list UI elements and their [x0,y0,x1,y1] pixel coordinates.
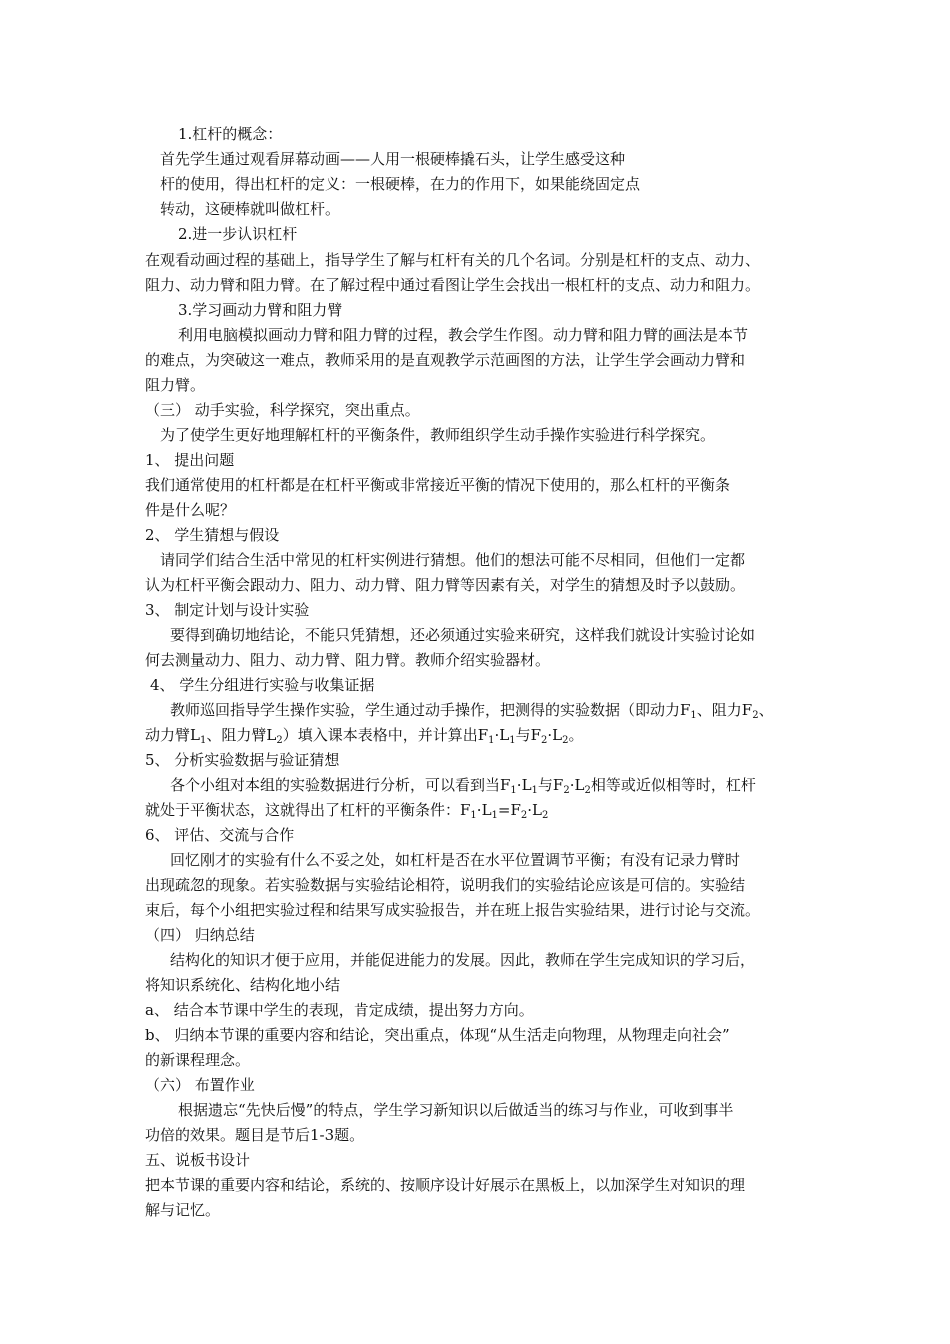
paragraph-line: 阻力、动力臂和阻力臂。在了解过程中通过看图让学生会找出一根杠杆的支点、动力和阻力。 [145,276,761,294]
paragraph-line: 根据遗忘“先快后慢”的特点，学生学习新知识以后做适当的练习与作业，可收到事半 [178,1101,734,1119]
paragraph-line: 结构化的知识才便于应用，并能促进能力的发展。因此，教师在学生完成知识的学习后， [170,951,756,969]
paragraph-line: 各个小组对本组的实验数据进行分析，可以看到当$F_1\cdot L_1$与$F_2\cdot L_2$相等或近似相等时，杠杆 [170,776,756,796]
paragraph-line: 何去测量动力、阻力、动力臂、阻力臂。教师介绍实验器材。 [145,651,551,669]
heading-lever-concept: 1.杠杆的概念： [178,125,283,143]
paragraph-line: 首先学生通过观看屏幕动画——人用一根硬棒撬石头，让学生感受这种 [160,150,626,168]
paragraph-line: 动力臂$L_1$、阻力臂$L_2$）填入课本表格中，并计算出$F_1\cdot L_1$与$F_2\cdot L_2$。 [145,726,584,746]
section-heading-3: （三） 动手实验，科学探究，突出重点。 [145,401,420,419]
section-heading-6: （六） 布置作业 [145,1076,255,1094]
section-heading-5: 五、说板书设计 [145,1151,251,1169]
paragraph-line: 件是什么呢？ [145,501,236,519]
step-heading-3: 3、 制定计划与设计实验 [145,601,310,619]
step-heading-4: 4、 学生分组进行实验与收集证据 [150,676,375,694]
list-item-b: b、 归纳本节课的重要内容和结论，突出重点，体现“从生活走向物理，从物理走向社会” [145,1026,730,1044]
paragraph-line: 请同学们结合生活中常见的杠杆实例进行猜想。他们的想法可能不尽相同，但他们一定都 [160,551,746,569]
paragraph-line: 解与记忆。 [145,1201,221,1219]
step-heading-2: 2、 学生猜想与假设 [145,526,280,544]
heading-draw-arms: 3.学习画动力臂和阻力臂 [178,301,343,319]
paragraph-line: 的难点，为突破这一难点，教师采用的是直观教学示范画图的方法，让学生学会画动力臂和 [145,351,746,369]
paragraph-line: 将知识系统化、结构化地小结 [145,976,341,994]
paragraph-line: 要得到确切地结论，不能只凭猜想，还必须通过实验来研究，这样我们就设计实验讨论如 [170,626,756,644]
paragraph-line: 把本节课的重要内容和结论，系统的、按顺序设计好展示在黑板上，以加深学生对知识的理 [145,1176,746,1194]
paragraph-line: 阻力臂。 [145,376,206,394]
paragraph-line: 就处于平衡状态，这就得出了杠杆的平衡条件：$F_1\cdot L_1=F_2\cdot L_2$ [145,801,549,821]
paragraph-line: 利用电脑模拟画动力臂和阻力臂的过程，教会学生作图。动力臂和阻力臂的画法是本节 [178,326,749,344]
paragraph-line: 转动，这硬棒就叫做杠杆。 [160,200,341,218]
step-heading-6: 6、 评估、交流与合作 [145,826,295,844]
section-heading-4: （四） 归纳总结 [145,926,255,944]
step-heading-1: 1、 提出问题 [145,451,235,469]
paragraph-line: 束后，每个小组把实验过程和结果写成实验报告，并在班上报告实验结果，进行讨论与交流。 [145,901,761,919]
paragraph-line: 功倍的效果。题目是节后1-3题。 [145,1126,365,1144]
paragraph-line: 认为杠杆平衡会跟动力、阻力、动力臂、阻力臂等因素有关，对学生的猜想及时予以鼓励。 [145,576,746,594]
paragraph-line: 回忆刚才的实验有什么不妥之处，如杠杆是否在水平位置调节平衡；有没有记录力臂时 [170,851,741,869]
heading-further-knowledge: 2.进一步认识杠杆 [178,225,298,243]
paragraph-line: 在观看动画过程的基础上，指导学生了解与杠杆有关的几个名词。分别是杠杆的支点、动力、 [145,251,761,269]
paragraph-line: 杆的使用，得出杠杆的定义：一根硬棒，在力的作用下，如果能绕固定点 [160,175,641,193]
paragraph-line: 的新课程理念。 [145,1051,251,1069]
paragraph-line: 为了使学生更好地理解杠杆的平衡条件，教师组织学生动手操作实验进行科学探究。 [160,426,716,444]
step-heading-5: 5、 分析实验数据与验证猜想 [145,751,340,769]
paragraph-line: 教师巡回指导学生操作实验，学生通过动手操作，把测得的实验数据（即动力$F_1$、阻力$F_2$、 [170,701,774,721]
list-item-a: a、 结合本节课中学生的表现，肯定成绩，提出努力方向。 [145,1001,534,1019]
paragraph-line: 出现疏忽的现象。若实验数据与实验结论相符，说明我们的实验结论应该是可信的。实验结 [145,876,746,894]
paragraph-line: 我们通常使用的杠杆都是在杠杆平衡或非常接近平衡的情况下使用的，那么杠杆的平衡条 [145,476,731,494]
